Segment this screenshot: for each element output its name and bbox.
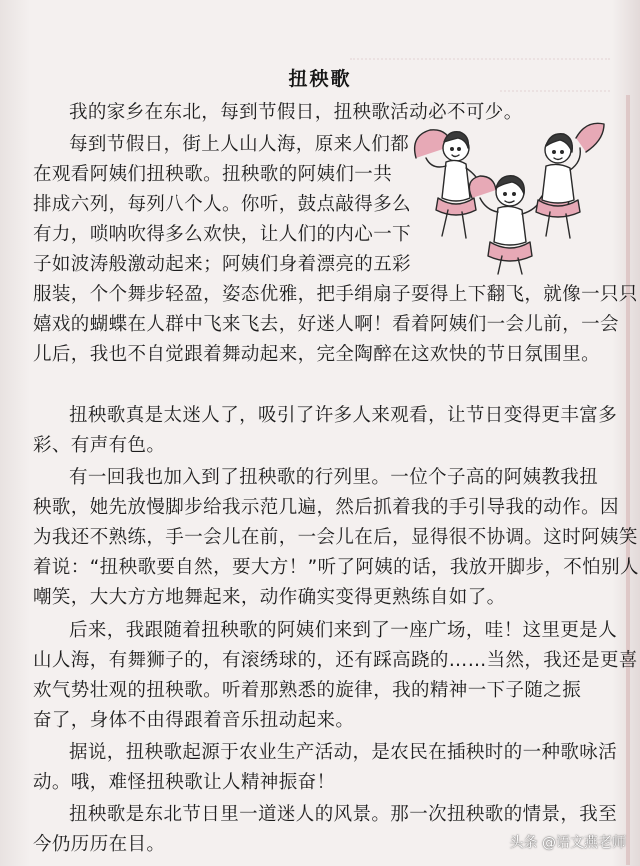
text-line: 欢气势壮观的扭秧歌。听着那熟悉的旋律，我的精神一下子随之振 — [33, 680, 582, 701]
paragraph-5 — [33, 616, 638, 736]
page-title: 扭秧歌 — [288, 68, 352, 90]
text-line: 服装，个个舞步轻盈，姿态优雅，把手绢扇子耍得上下翻飞，就像一只只 — [33, 284, 638, 305]
text-line: 据说，扭秧歌起源于农业生产活动，是农民在插秧时的一种歌咏活 — [69, 742, 618, 763]
text-line: 排成六列，每列八个人。你听，鼓点敲得多么 — [33, 194, 412, 215]
text-line: 有一回我也加入到了扭秧歌的行列里。一位个子高的阿姨教我扭 — [69, 467, 599, 488]
text-line: 今仍历历在目。 — [33, 834, 166, 855]
text-line: 着说：“扭秧歌要自然，要大方！”听了阿姨的话，我放开脚步，不怕别人 — [33, 557, 639, 578]
text-line: 奋了，身体不由得跟着音乐扭动起来。 — [33, 710, 355, 731]
text-line: 嬉戏的蝴蝶在人群中飞来飞去，好迷人啊！看着阿姨们一会儿前，一会 — [33, 314, 619, 335]
source-watermark: 头条 @语文燕老师 — [509, 835, 626, 851]
text-line: 子如波涛般激动起来；阿姨们身着漂亮的五彩 — [33, 254, 412, 275]
text-line: 嘲笑，大大方方地舞起来，动作确实变得更熟练自如了。 — [33, 587, 506, 608]
text-line: 山人海，有舞狮子的，有滚绣球的，还有踩高跷的……当然，我还是更喜 — [33, 650, 638, 671]
text-line: 扭秧歌真是太迷人了，吸引了许多人来观看，让节日变得更丰富多 — [69, 405, 618, 426]
text-line: 扭秧歌是东北节日里一道迷人的风景。那一次扭秧歌的情景，我至 — [69, 804, 618, 825]
text-line: 儿后，我也不自觉跟着舞动起来，完全陶醉在这欢快的节日氛围里。 — [33, 344, 601, 365]
text-line: 为我还不熟练，手一会儿在前，一会儿在后，显得很不协调。这时阿姨笑 — [33, 527, 638, 548]
text-line: 动。哦，难怪扭秧歌让人精神振奋！ — [33, 772, 336, 793]
text-line: 在观看阿姨们扭秧歌。扭秧歌的阿姨们一共 — [33, 164, 393, 185]
text-line: 后来，我跟随着扭秧歌的阿姨们来到了一座广场，哇！这里更是人 — [69, 620, 618, 641]
text-line: 秧歌，她先放慢脚步给我示范几遍，然后抓着我的手引导我的动作。因 — [33, 497, 619, 518]
text-line: 每到节假日，街上人山人海，原来人们都 — [69, 134, 410, 155]
paragraph-4 — [33, 463, 639, 613]
text-line: 我的家乡在东北，每到节假日，扭秧歌活动必不可少。 — [69, 102, 523, 123]
fan-icon — [469, 176, 496, 198]
dancing-women-illustration — [408, 118, 608, 278]
text-line: 有力，唢呐吹得多么欢快，让人们的内心一下 — [33, 224, 412, 245]
paragraph-6 — [33, 738, 617, 798]
text-line: 彩、有声有色。 — [33, 435, 166, 456]
paragraph-3 — [33, 401, 617, 461]
